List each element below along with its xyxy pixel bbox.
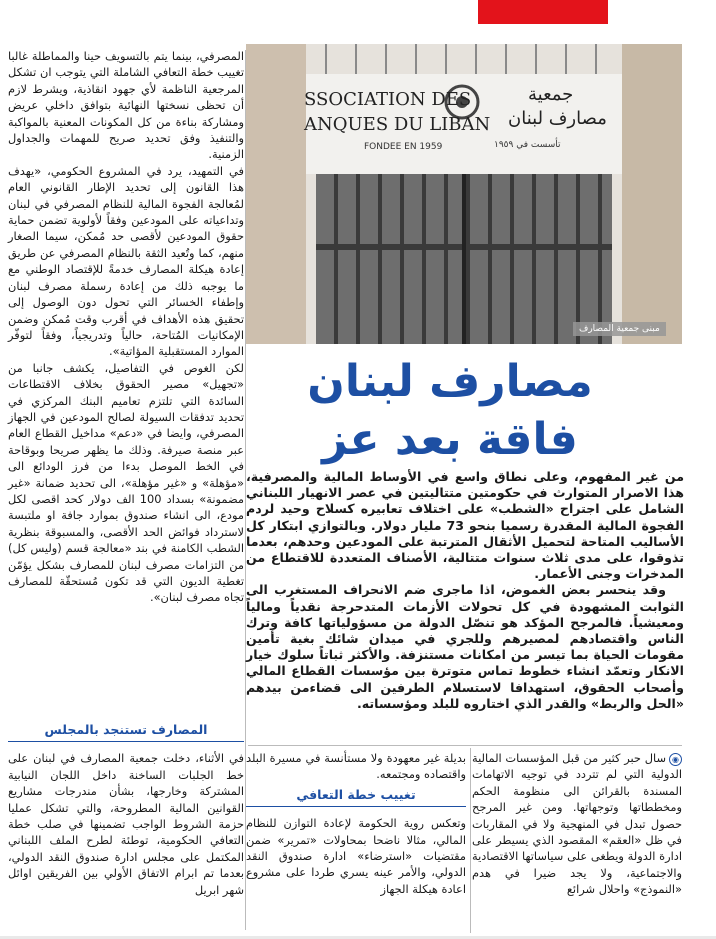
right-paragraph-text: سال حبر كثير من قبل المؤسسات المالية الدولية التي لم تتردد في توجيه الاتهامات المسندة بالقرائن الى منظومة الحكم ومخططاتها وتوجهاتها. ومن غير المرجح حصول تبدل في المنهجية ولا في المقاربات في ظل «العقم» المقصود الذي يسيطر على ادارة الدولة ويطغى على سياساتها الاقتصادية والاجتماعية، ولا يجد ضيرا في هدم «النموذج» واحلال شرائع <box>472 751 682 897</box>
mid-paragraph-1: بديلة غير معهودة ولا مستأنسة في مسيرة البلد واقتصاده ومجتمعه. <box>246 751 466 782</box>
lead-paragraph-2: وقد ينحسر بعض الغموض، اذا ماجرى ضم الانحراف المستغرب الى الثوابت المشهودة في كل تحولات الأزمات المتدحرجة نقدياً ومالياً ومعيشياً. فالمرجح المؤكد هو تنصّل الدولة من مسؤولياتها كافة وترك الناس واقتصادهم لمصيرهم وللجري في ميدان شائك بغية تأمين مقومات الحياة بما تيسر من امكانات مستنزفة. والأكثر ثباتاً سلوك خيار الانكار وتعمّد انشاء خطوط تماس متوترة بين مؤسسات القطاع المالي وأصحاب الحقوق، استهدافا لاستسلام الطرفين الى قضاءمن بيدهم «الحل والربط» والقدر الذي اختاروه للبلد ومؤسساته. <box>246 582 684 711</box>
sign-fondee: FONDEE EN 1959 <box>364 142 443 152</box>
photo-caption: مبنى جمعية المصارف <box>573 322 666 336</box>
right-column <box>472 750 682 898</box>
left-paragraph-4: في الأثناء، دخلت جمعية المصارف في لبنان على خط الجلبات الساخنة داخل اللجان النيابية المشتركة وخارجها، بشأن مندرجات مشاريع القوانين المالية المطروحة، والتي تشكل عمليا حزمة الشروط الواجب تضمينها في صلب خطة التعافي الحكومية، توطئة لطرح الملف اللبناني المكتمل على مجلس ادارة صندوق النقد الدولي، بعدما تم ابرام الاتفاق الأولي بين الفريقين اوائل شهر ابريل <box>8 751 244 897</box>
mid-column <box>246 750 466 897</box>
headline-line1: مصارف لبنان <box>307 356 593 407</box>
left-paragraph-1: المصرفي، بينما يتم بالتسويف حينا والمماطلة غالبا تغييب خطة التعافي الشاملة التي يتوجب ان تشكل المرجعية الناظمة لأي جهود انقاذية، ويشرط لازم أن تحظى نسختها النهائية بتوافق داخلي عريض ومشاركة بناءة من كل المكونات المعنية بالمواكبة والتنفيذ وفق تحديد صريح للمهمات والجداول الزمنية. <box>8 49 244 162</box>
red-header-block <box>478 0 608 24</box>
sign-fr-line1: SSOCIATION DES <box>304 89 472 110</box>
left-subhead: المصارف تستنجد بالمجلس <box>8 722 244 742</box>
lead-text <box>246 469 684 712</box>
left-paragraph-3: لكن الغوص في التفاصيل، يكشف جانبا من «تجهيل» مصير الحقوق بخلاف الاقتطاعات السائدة التي تلتزم تعاميم البنك المركزي في تحديد تدفقات السيولة لصالح المودعين في الجهاز المصرفي، وايضا في «دعم» مداخيل القطاع العام عبر منصة صيرفة. وذلك ما يظهر صريحا وبوقاحة في الخط الموصل بدءا من فرز الودائع الى «مؤهلة» و «غير مؤهلة»، الى تحديد ضمانة «غير مضمونة» بسداد 100 الف دولار كحد اقصى لكل مودع، الى انشاء صندوق بموارد جافة او ملتبسة لاسترداد فوائض الحد الأقصى، والمسبوقة بنظرية الشطب الكامنة في بند «معالجة قسم (وليس كل) من التزامات مصرف لبنان للمصارف بشكل يؤمّن تغطية الديون التي قد تكون مُستحقّة للمصارف تجاه مصرف لبنان». <box>8 360 244 605</box>
sign-ar-line1: جمعية <box>528 84 574 105</box>
lead-paragraph-1: من غير المفهوم، وعلى نطاق واسع في الأوساط المالية والمصرفية، هذا الاصرار المتوارث في حكومتين متتاليتين في عصر الانهيار اللبناني الشامل على اجتراح «الشطب» على اختلاف تعابيره كسلاح وحيد لردم الفجوة المالية المقدرة رسميا بنحو 73 مليار دولار. وبالتوازي ابتكار كل الأساليب المتاحة لتحميل الأثقال المترتبة على المودعين وحدهم، بعدما تذوقوا، على مدى ثلاث سنوات متتالية، الأصناف المتعددة للاقتطاع من المدخرات وجنى الأعمار. <box>246 469 684 582</box>
column-divider-bottom <box>470 748 471 933</box>
bank-association-photo <box>246 44 682 344</box>
left-column-bottom <box>8 718 244 898</box>
sign-fr-line2: ANQUES DU LIBAN <box>304 114 491 135</box>
mid-paragraph-2: وتعكس روية الحكومة لإعادة التوازن للنظام المالي، مثالا ناضحا بمحاولات «تمرير» ضمن مقتضيات «استرضاء» ادارة صندوق النقد الدولي، والأمر عينه يسري طردا على مشروع اعادة هيكلة الجهاز <box>246 816 466 896</box>
section-divider <box>248 745 682 746</box>
mid-subhead: تغييب خطة التعافي <box>246 787 466 807</box>
article-start-icon: ◉ <box>669 753 682 766</box>
right-paragraph-1 <box>472 750 682 898</box>
left-paragraph-2: في التمهيد، يرد في المشروع الحكومي، «يهدف هذا القانون إلى تحديد الإطار القانوني العام لمُعالجة الفجوة المالية للنظام المصرفي في لبنان وتداعياته على المودعين وفقاً لأولوية تضمن حماية حقوق المودعين لأقصى حد مُمكن، سيما الصغار منهم، كما وتُعيد الثقة بالنظام المصرفي عن طريق إعادة هيكلة المصارف خدمةً للإقتصاد الوطني مع ما يوجبه ذلك من إعادة رسملة مصرف لبنان وإطفاء الخسائر التي تحول دون الوصول إلى تحقيق هذه الأهداف في أقرب وقت مُمكن وضمن الإمكانيات المُتاحة، حالياً وتدريجياً، وفقاً لتوفّر الموارد المستقبلية المؤاتية». <box>8 163 244 359</box>
sign-ar-line2: مصارف لبنان <box>508 108 607 129</box>
headline-line2: فاقة بعد عز <box>322 414 578 465</box>
sign-ar-date: تأسست في ١٩٥٩ <box>494 140 561 150</box>
left-column <box>8 48 244 606</box>
